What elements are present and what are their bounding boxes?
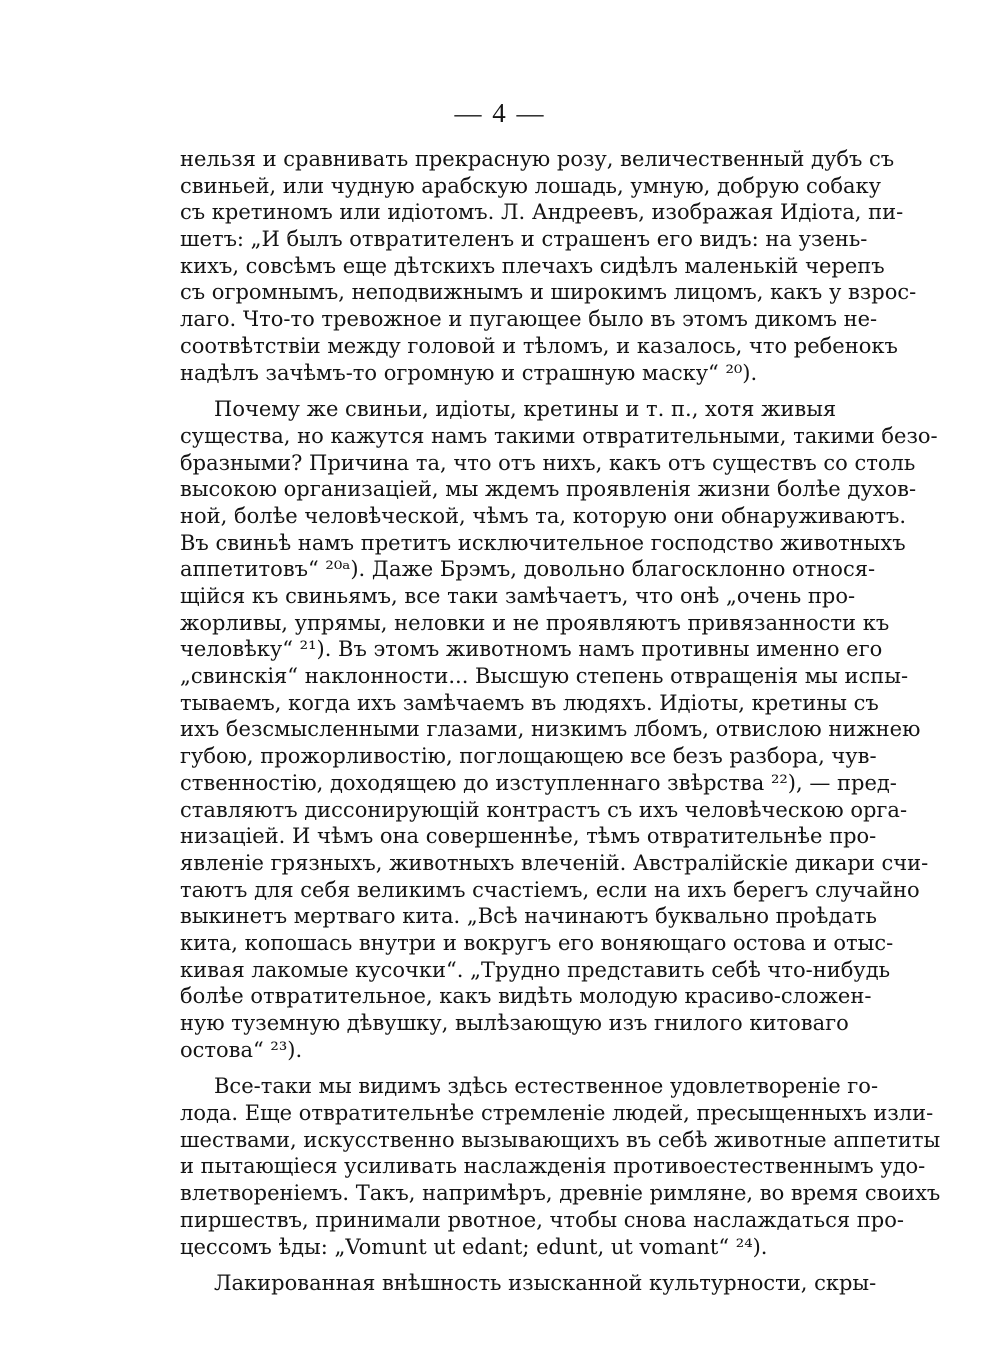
text-line: аппетитовъ“ ²⁰ᵃ). Даже Брэмъ, довольно благосклонно относя- — [180, 557, 876, 582]
paragraph-gap — [180, 386, 828, 396]
text-line: съ огромнымъ, неподвижнымъ и широкимъ лицомъ, какъ у взрос- — [180, 280, 917, 305]
text-line: остова“ ²³). — [180, 1037, 303, 1062]
text-line: высокою организацiей, мы ждемъ проявленiя жизни болѣе духов- — [180, 477, 917, 502]
text-line: кита, копошась внутри и вокругъ его воняющаго остова и отыс- — [180, 930, 894, 955]
text-line: надѣлъ зачѣмъ-то огромную и страшную маску“ ²⁰). — [180, 360, 758, 385]
text-line: Въ свиньѣ намъ претитъ исключительное господство животныхъ — [180, 530, 906, 555]
text-line: ственностiю, доходящею до изступленнаго звѣрства ²²), — пред- — [180, 770, 897, 795]
text-line: тываемъ, когда ихъ замѣчаемъ въ людяхъ. Идiоты, кретины съ — [180, 690, 879, 715]
text-line: ихъ безсмысленными глазами, низкимъ лбомъ, отвислою нижнею — [180, 717, 921, 742]
paragraph-gap — [180, 1260, 828, 1270]
text-line: соотвѣтствiи между головой и тѣломъ, и казалось, что ребенокъ — [180, 333, 898, 358]
text-line: свиньей, или чудную арабскую лошадь, умную, добрую собаку — [180, 173, 882, 198]
text-line: человѣку“ ²¹). Въ этомъ животномъ намъ противны именно его — [180, 637, 883, 662]
text-line: пиршествъ, принимали рвотное, чтобы снова наслаждаться про- — [180, 1207, 904, 1232]
paragraph — [180, 1270, 877, 1297]
paragraph — [180, 1073, 941, 1260]
text-line: нельзя и сравнивать прекрасную розу, величественный дубъ съ — [180, 147, 895, 171]
text-line: Лакированная внѣшность изысканной культурности, скры- — [214, 1271, 877, 1296]
text-line: лода. Еще отвратительнѣе стремленiе людей, пресыщенныхъ изли- — [180, 1101, 934, 1126]
text-line: выкинетъ мертваго кита. „Всѣ начинаютъ буквально проѣдать — [180, 904, 877, 929]
text-line: ставляютъ диссонирующiй контрастъ съ ихъ человѣческою орга- — [180, 797, 908, 822]
text-line: цессомъ ѣды: „Vomunt ut edant; edunt, ut vomant“ ²⁴). — [180, 1234, 768, 1259]
text-line: съ кретиномъ или идiотомъ. Л. Андреевъ, изображая Идiота, пи- — [180, 200, 904, 225]
text-line: шествами, искусственно вызывающихъ въ себѣ животные аппетиты — [180, 1127, 941, 1152]
text-line: кивая лакомые кусочки“. „Трудно представить себѣ что-нибудь — [180, 957, 891, 982]
text-line: Почему же свиньи, идiоты, кретины и т. п., хотя живыя — [214, 397, 837, 422]
paragraph — [180, 396, 938, 1063]
text-line: ной, болѣе человѣческой, чѣмъ та, которую они обнаруживаютъ. — [180, 503, 907, 528]
text-line: шетъ: „И былъ отвратителенъ и страшенъ его видъ: на узень- — [180, 227, 868, 252]
paragraph — [180, 146, 917, 386]
text-line: жорливы, упрямы, неловки и не проявляютъ привязанности къ — [180, 610, 890, 635]
text-line: болѣе отвратительное, какъ видѣть молодую красиво-сложен- — [180, 984, 872, 1009]
text-line: щiйся къ свиньямъ, все таки замѣчаетъ, что онѣ „очень про- — [180, 584, 856, 608]
text-line: бразными? Причина та, что отъ нихъ, какъ отъ существъ со столь — [180, 450, 916, 475]
text-line: Все-таки мы видимъ здѣсь естественное удовлетворенiе го- — [214, 1074, 879, 1099]
text-line: кихъ, совсѣмъ еще дѣтскихъ плечахъ сидѣлъ маленькiй черепъ — [180, 253, 885, 278]
text-line: губою, прожорливостiю, поглощающею все безъ разбора, чув- — [180, 744, 877, 769]
text-line: низацiей. И чѣмъ она совершеннѣе, тѣмъ отвратительнѣе про- — [180, 824, 877, 849]
text-line: таютъ для себя великимъ счастiемъ, если на ихъ берегъ случайно — [180, 877, 920, 902]
text-line: влетворенiемъ. Такъ, напримѣръ, древнiе римляне, во время своихъ — [180, 1181, 941, 1206]
text-line: лаго. Что-то тревожное и пугающее было въ этомъ дикомъ не- — [180, 307, 878, 332]
page-number: — 4 — — [454, 98, 546, 128]
paragraph-gap — [180, 1063, 828, 1073]
text-line: явленiе грязныхъ, животныхъ влеченiй. Австралiйскiе дикари счи- — [180, 850, 929, 875]
text-line: существа, но кажутся намъ такими отвратительными, такими безо- — [180, 423, 938, 448]
text-line: „свинскiя“ наклонности... Высшую степень отвращенiя мы испы- — [180, 664, 909, 689]
text-line: ную туземную дѣвушку, вылѣзающую изъ гнилого китоваго — [180, 1011, 849, 1035]
body-text — [180, 146, 941, 1297]
text-line: и пытающiеся усиливать наслажденiя противоестественнымъ удо- — [180, 1154, 926, 1179]
